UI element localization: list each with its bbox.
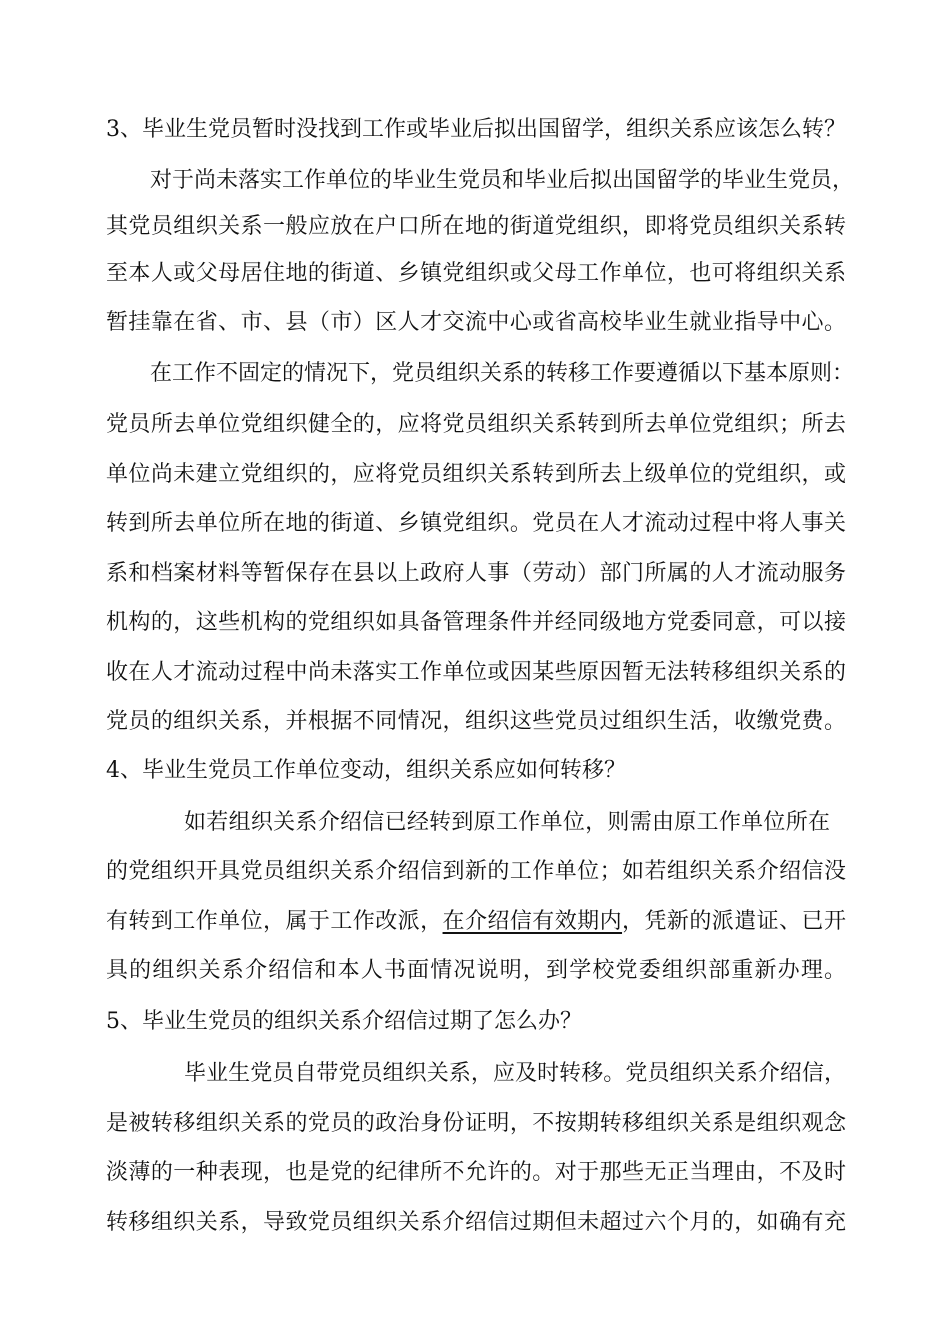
q3-p1-line-2: 其党员组织关系一般应放在户口所在地的街道党组织，即将党员组织关系转: [106, 214, 846, 239]
q4-underlined-phrase: 在介绍信有效期内: [442, 909, 623, 934]
q4-p1-line-3-pre: 有转到工作单位，属于工作改派，: [106, 909, 443, 934]
q3-p1-line-4: 暂挂靠在省、市、县（市）区人才交流中心或省高校毕业生就业指导中心。: [106, 310, 846, 335]
q4-p1-line-3-post: ，凭新的派遣证、已开: [622, 909, 846, 934]
q4-heading: 4、毕业生党员工作单位变动，组织关系应如何转移？: [106, 758, 626, 783]
q3-p2-line-4: 转到所去单位所在地的街道、乡镇党组织。党员在人才流动过程中将人事关: [106, 511, 846, 536]
q3-p1-line-1: 对于尚未落实工作单位的毕业生党员和毕业后拟出国留学的毕业生党员，: [150, 168, 855, 193]
q3-p2-line-6: 机构的，这些机构的党组织如具备管理条件并经同级地方党委同意，可以接: [106, 610, 846, 635]
q3-p1-line-3: 至本人或父母居住地的街道、乡镇党组织或父母工作单位，也可将组织关系: [106, 261, 846, 286]
q4-p1-line-2: 的党组织开具党员组织关系介绍信到新的工作单位；如若组织关系介绍信没: [106, 859, 846, 884]
q3-p2-line-8: 党员的组织关系，并根据不同情况，组织这些党员过组织生活，收缴党费。: [106, 709, 846, 734]
q4-p1-line-4: 具的组织关系介绍信和本人书面情况说明，到学校党委组织部重新办理。: [106, 958, 846, 983]
q5-p1-line-2: 是被转移组织关系的党员的政治身份证明，不按期转移组织关系是组织观念: [106, 1111, 846, 1136]
q5-p1-line-4: 转移组织关系，导致党员组织关系介绍信过期但未超过六个月的，如确有充: [106, 1210, 846, 1235]
q3-p2-line-3: 单位尚未建立党组织的，应将党员组织关系转到所去上级单位的党组织，或: [106, 462, 846, 487]
q4-p1-line-1: 如若组织关系介绍信已经转到原工作单位，则需由原工作单位所在: [184, 810, 830, 835]
q3-p2-line-1: 在工作不固定的情况下，党员组织关系的转移工作要遵循以下基本原则：: [150, 361, 855, 386]
q5-p1-line-1: 毕业生党员自带党员组织关系，应及时转移。党员组织关系介绍信，: [184, 1061, 846, 1086]
q5-p1-line-3: 淡薄的一种表现，也是党的纪律所不允许的。对于那些无正当理由，不及时: [106, 1160, 846, 1185]
q3-p2-line-7: 收在人才流动过程中尚未落实工作单位或因某些原因暂无法转移组织关系的: [106, 660, 846, 685]
q3-p2-line-5: 系和档案材料等暂保存在县以上政府人事（劳动）部门所属的人才流动服务: [106, 561, 846, 586]
q5-heading: 5、毕业生党员的组织关系介绍信过期了怎么办？: [106, 1009, 582, 1034]
q3-p2-line-2: 党员所去单位党组织健全的，应将党员组织关系转到所去单位党组织；所去: [106, 412, 846, 437]
q4-p1-line-3: [106, 908, 846, 936]
q3-heading: 3、毕业生党员暂时没找到工作或毕业后拟出国留学，组织关系应该怎么转？: [106, 117, 846, 142]
